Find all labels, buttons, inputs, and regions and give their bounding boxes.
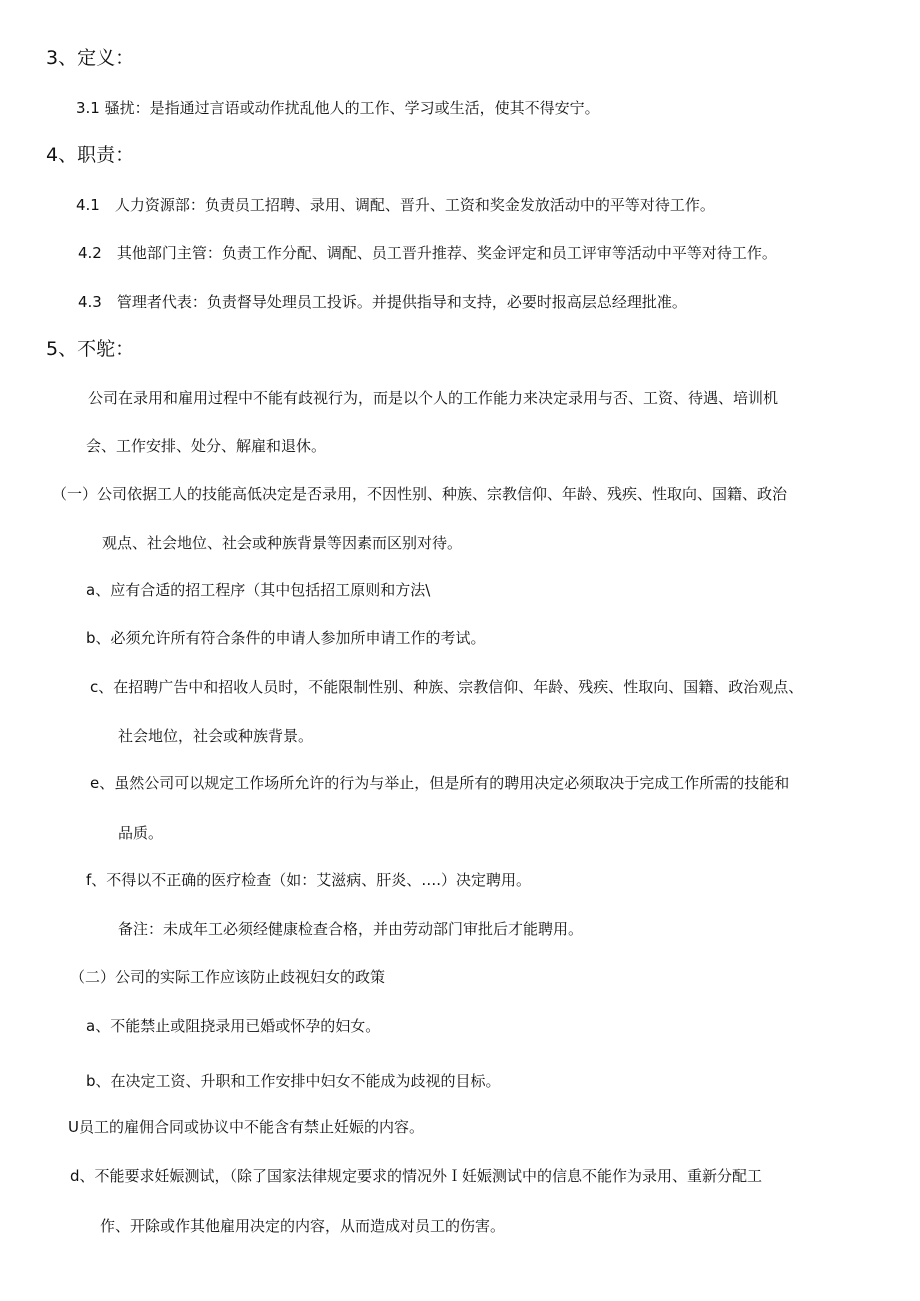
clause-2-item-a: a、不能禁止或阻挠录用已婚或怀孕的妇女。 (86, 1017, 381, 1035)
clause-2-item-d-line-2: 作、开除或作其他雇用决定的内容，从而造成对员工的伤害。 (100, 1217, 506, 1235)
clause-2-item-d-line-1: d、不能要求妊娠测试，（除了国家法律规定要求的情况外Ｉ妊娠测试中的信息不能作为录用、重新分配工 (70, 1167, 763, 1185)
clause-1-item-e-line-1: e、虽然公司可以规定工作场所允许的行为与举止，但是所有的聘用决定必须取决于完成工作所需的技能和 (90, 774, 790, 792)
section-3-heading: 3、定义： (46, 47, 135, 69)
policy-intro-line-1: 公司在录用和雇用过程中不能有歧视行为，而是以个人的工作能力来决定录用与否、工资、待遇、培训机 (88, 389, 779, 407)
clause-1-line-2: 观点、社会地位、社会或种族背景等因素而区别对待。 (102, 534, 463, 552)
clause-1-item-b: b、必须允许所有符合条件的申请人参加所申请工作的考试。 (86, 629, 486, 647)
clause-1-item-a: a、应有合适的招工程序（其中包括招工原则和方法\ (86, 581, 431, 599)
clause-1-line-1: （一）公司依据工人的技能高低决定是否录用，不因性别、种族、宗教信仰、年龄、残疾、性取向、国籍、政治 (52, 485, 788, 503)
clause-2-item-b: b、在决定工资、升职和工作安排中妇女不能成为歧视的目标。 (86, 1072, 501, 1090)
duty-4-1: 4.1 人力资源部：负责员工招聘、录用、调配、晋升、工资和奖金发放活动中的平等对待工作。 (76, 196, 715, 214)
clause-2-item-c: U员工的雇佣合同或协议中不能含有禁止妊娠的内容。 (68, 1118, 424, 1136)
clause-1-item-f: f、不得以不正确的医疗检查（如：艾滋病、肝炎、….）决定聘用。 (86, 871, 532, 889)
clause-1-item-e-line-2: 品质。 (118, 824, 164, 842)
section-5-heading: 5、不鸵： (46, 338, 135, 360)
section-4-heading: 4、职责： (46, 144, 135, 166)
clause-1-item-c-line-2: 社会地位，社会或种族背景。 (118, 727, 314, 745)
definition-3-1: 3.1 骚扰：是指通过言语或动作扰乱他人的工作、学习或生活，使其不得安宁。 (76, 99, 600, 117)
clause-1-item-c-line-1: c、在招聘广告中和招收人员时，不能限制性别、种族、宗教信仰、年龄、残疾、性取向、国籍、政治观点、 (90, 678, 804, 696)
duty-4-2: 4.2 其他部门主管：负责工作分配、调配、员工晋升推荐、奖金评定和员工评审等活动中平等对待工作。 (78, 244, 777, 262)
duty-4-3: 4.3 管理者代表：负责督导处理员工投诉。并提供指导和支持，必要时报高层总经理批准。 (78, 293, 687, 311)
policy-intro-line-2: 会、工作安排、处分、解雇和退休。 (86, 437, 327, 455)
clause-2-heading: （二）公司的实际工作应该防止歧视妇女的政策 (70, 968, 386, 986)
clause-1-note: 备注：未成年工必须经健康检查合格，并由劳动部门审批后才能聘用。 (118, 920, 584, 938)
